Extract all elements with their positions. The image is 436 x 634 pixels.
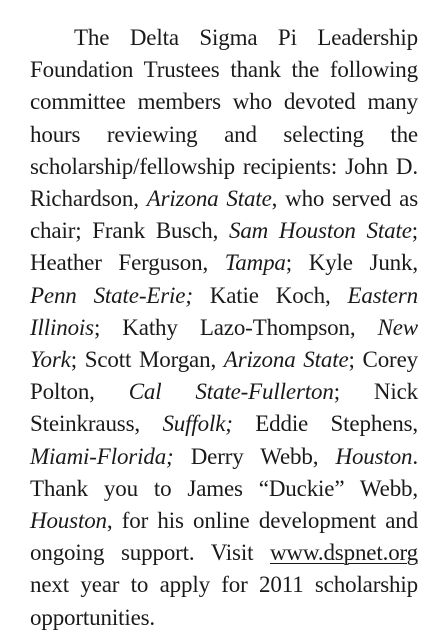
member-name: John D. Richardson: [30, 153, 418, 212]
website-link[interactable]: www.dspnet.org: [269, 540, 418, 566]
member-name: Corey Polton: [30, 347, 418, 405]
member-school: Miami-Florida;: [30, 443, 174, 469]
member-school: Suffolk;: [162, 411, 233, 437]
member-name: Kathy Lazo-Thompson: [122, 314, 350, 340]
thanks-text-continued: , for his online development and ongoing support. Visit: [30, 508, 418, 566]
member-name: Frank Busch: [92, 218, 213, 244]
member-name: Scott Morgan: [84, 347, 211, 373]
acknowledgment-paragraph: The Delta Sigma Pi Leadership Foundation Trustees thank the following committee members who devoted many hours reviewing and selecting the scholarship/fellowship recipients: John D. Richardson, Arizona State, who served as chair; Frank Busch, Sam Houston State; Heather Ferguson, Tampa; Kyle Junk, Penn State-Erie; Katie Koch, Eastern Illinois; Kathy Lazo-Thompson, New York; Scott Morgan, Arizona State; Corey Polton, Cal State-Fullerton; Nick Steinkrauss, Suffolk; Eddie Stephens, Miami-Florida; Derry Webb, Houston. Thank you to James “Duckie” Webb, Houston, for his online development and ongoing support. Visit www.dspnet.org next year to apply for 2011 scholarship opportunities.: [30, 25, 419, 630]
member-school: New York: [30, 314, 419, 373]
member-name: Eddie Stephens: [255, 411, 413, 437]
member-name: Katie Koch: [209, 282, 325, 308]
member-school: Sam Houston State: [228, 218, 412, 244]
intro-text: The Delta Sigma Pi Leadership Foundation Trustees thank the following committee members who devoted many hours reviewing and selecting the scholarship/fellowship recipients:: [30, 25, 418, 179]
thanks-text: Thank you to James “Duckie” Webb,: [30, 475, 418, 501]
member-name: Heather Ferguson: [30, 250, 203, 276]
member-school: Tampa: [224, 250, 286, 276]
member-name: Derry Webb: [190, 443, 313, 469]
member-school: Arizona State: [146, 186, 272, 212]
closing-text: next year to apply for 2011 scholarship opportunities.: [30, 572, 418, 630]
member-school: Penn State-Erie;: [30, 282, 193, 308]
member-name: Nick Steinkrauss: [30, 379, 418, 437]
member-name: Kyle Junk: [308, 250, 413, 276]
member-school: Eastern Illinois: [30, 282, 418, 340]
thanks-school: Houston: [30, 508, 107, 534]
member-school: Cal State-Fullerton: [128, 379, 334, 405]
member-school: Houston: [335, 443, 413, 469]
member-school: Arizona State: [223, 347, 349, 373]
